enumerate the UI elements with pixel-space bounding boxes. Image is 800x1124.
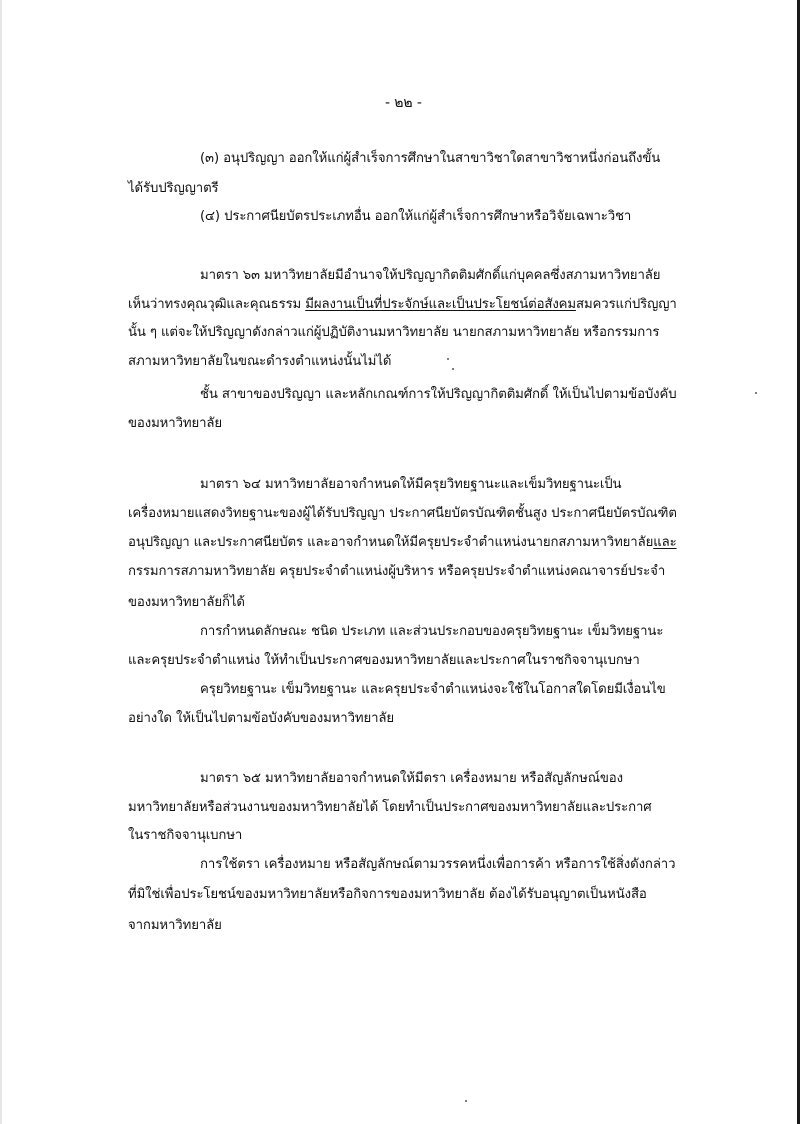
scan-speck — [452, 368, 454, 370]
page-number: - ๒๒ - — [385, 95, 422, 111]
section-63-line-1: มาตรา ๖๓ มหาวิทยาลัยมีอำนาจให้ปริญญากิตติมศักดิ์แก่บุคคลซึ่งสภามหาวิทยาลัย — [200, 268, 661, 283]
section-63-line-6: ของมหาวิทยาลัย — [128, 416, 223, 431]
scan-speck — [447, 358, 449, 360]
section-64-line-2: เครื่องหมายแสดงวิทยฐานะของผู้ได้รับปริญญา ประกาศนียบัตรบัณฑิตชั้นสูง ประกาศนียบัตรบัณฑิต — [128, 506, 677, 521]
section-63-line-3: นั้น ๆ แต่จะให้ปริญญาดังกล่าวแก่ผู้ปฏิบัติงานมหาวิทยาลัย นายกสภามหาวิทยาลัย หรือกรรมการ — [128, 325, 660, 340]
section-64-line-4: กรรมการสภามหาวิทยาลัย ครุยประจำตำแหน่งผู้บริหาร หรือครุยประจำตำแหน่งคณาจารย์ประจำ — [128, 564, 666, 579]
section-65-line-2: มหาวิทยาลัยหรือส่วนงานของมหาวิทยาลัยได้ โดยทำเป็นประกาศของมหาวิทยาลัยและประกาศ — [128, 800, 652, 815]
section-64-line-9: อย่างใด ให้เป็นไปตามข้อบังคับของมหาวิทยาลัย — [128, 711, 395, 726]
section-64-line-8: ครุยวิทยฐานะ เข็มวิทยฐานะ และครุยประจำตำแหน่งจะใช้ในโอกาสใดโดยมีเงื่อนไข — [200, 682, 666, 697]
item-4-line-1: (๔) ประกาศนียบัตรประเภทอื่น ออกให้แก่ผู้สำเร็จการศึกษาหรือวิจัยเฉพาะวิชา — [200, 209, 632, 224]
section-64-line-7: และครุยประจำตำแหน่ง ให้ทำเป็นประกาศของมหาวิทยาลัยและประกาศในราชกิจจานุเบกษา — [128, 653, 640, 668]
section-65-line-4: การใช้ตรา เครื่องหมาย หรือสัญลักษณ์ตามวรรคหนึ่งเพื่อการค้า หรือการใช้สิ่งดังกล่าว — [200, 857, 676, 872]
section-65-line-3: ในราชกิจจานุเบกษา — [128, 828, 243, 843]
item-3-line-1: (๓) อนุปริญญา ออกให้แก่ผู้สำเร็จการศึกษาในสาขาวิชาใดสาขาวิชาหนึ่งก่อนถึงขั้น — [200, 151, 661, 166]
section-65-line-1: มาตรา ๖๕ มหาวิทยาลัยอาจกำหนดให้มีตรา เครื่องหมาย หรือสัญลักษณ์ของ — [200, 771, 623, 786]
scan-speck — [755, 392, 757, 394]
item-3-line-2: ได้รับปริญญาตรี — [128, 181, 219, 196]
section-64-line-6: การกำหนดลักษณะ ชนิด ประเภท และส่วนประกอบของครุยวิทยฐานะ เข็มวิทยฐานะ — [200, 624, 664, 639]
section-63-line-5: ชั้น สาขาของปริญญา และหลักเกณฑ์การให้ปริญญากิตติมศักดิ์ ให้เป็นไปตามข้อบังคับ — [200, 387, 677, 402]
section-63-line-2: เห็นว่าทรงคุณวุฒิและคุณธรรม มีผลงานเป็นที่ประจักษ์และเป็นประโยชน์ต่อสังคมสมควรแก่ปริญญา — [128, 297, 677, 312]
scan-edge-left — [0, 0, 2, 1124]
underlined-word: และ — [653, 535, 677, 550]
section-64-line-1: มาตรา ๖๔ มหาวิทยาลัยอาจกำหนดให้มีครุยวิทยฐานะและเข็มวิทยฐานะเป็น — [200, 477, 622, 492]
section-64-line-3: อนุปริญญา และประกาศนียบัตร และอาจกำหนดให้มีครุยประจำตำแหน่งนายกสภามหาวิทยาลัยและ — [128, 535, 677, 550]
underlined-phrase: มีผลงานเป็นที่ประจักษ์และเป็นประโยชน์ต่อสังคม — [305, 297, 576, 312]
section-65-line-5: ที่มิใช่เพื่อประโยชน์ของมหาวิทยาลัยหรือกิจการของมหาวิทยาลัย ต้องได้รับอนุญาตเป็นหนังสือ — [128, 887, 647, 902]
section-64-line-5: ของมหาวิทยาลัยก็ได้ — [128, 595, 245, 610]
section-65-line-6: จากมหาวิทยาลัย — [128, 918, 222, 933]
section-63-line-4: สภามหาวิทยาลัยในขณะดำรงตำแหน่งนั้นไม่ได้ — [128, 354, 392, 369]
scan-speck — [465, 1100, 467, 1102]
